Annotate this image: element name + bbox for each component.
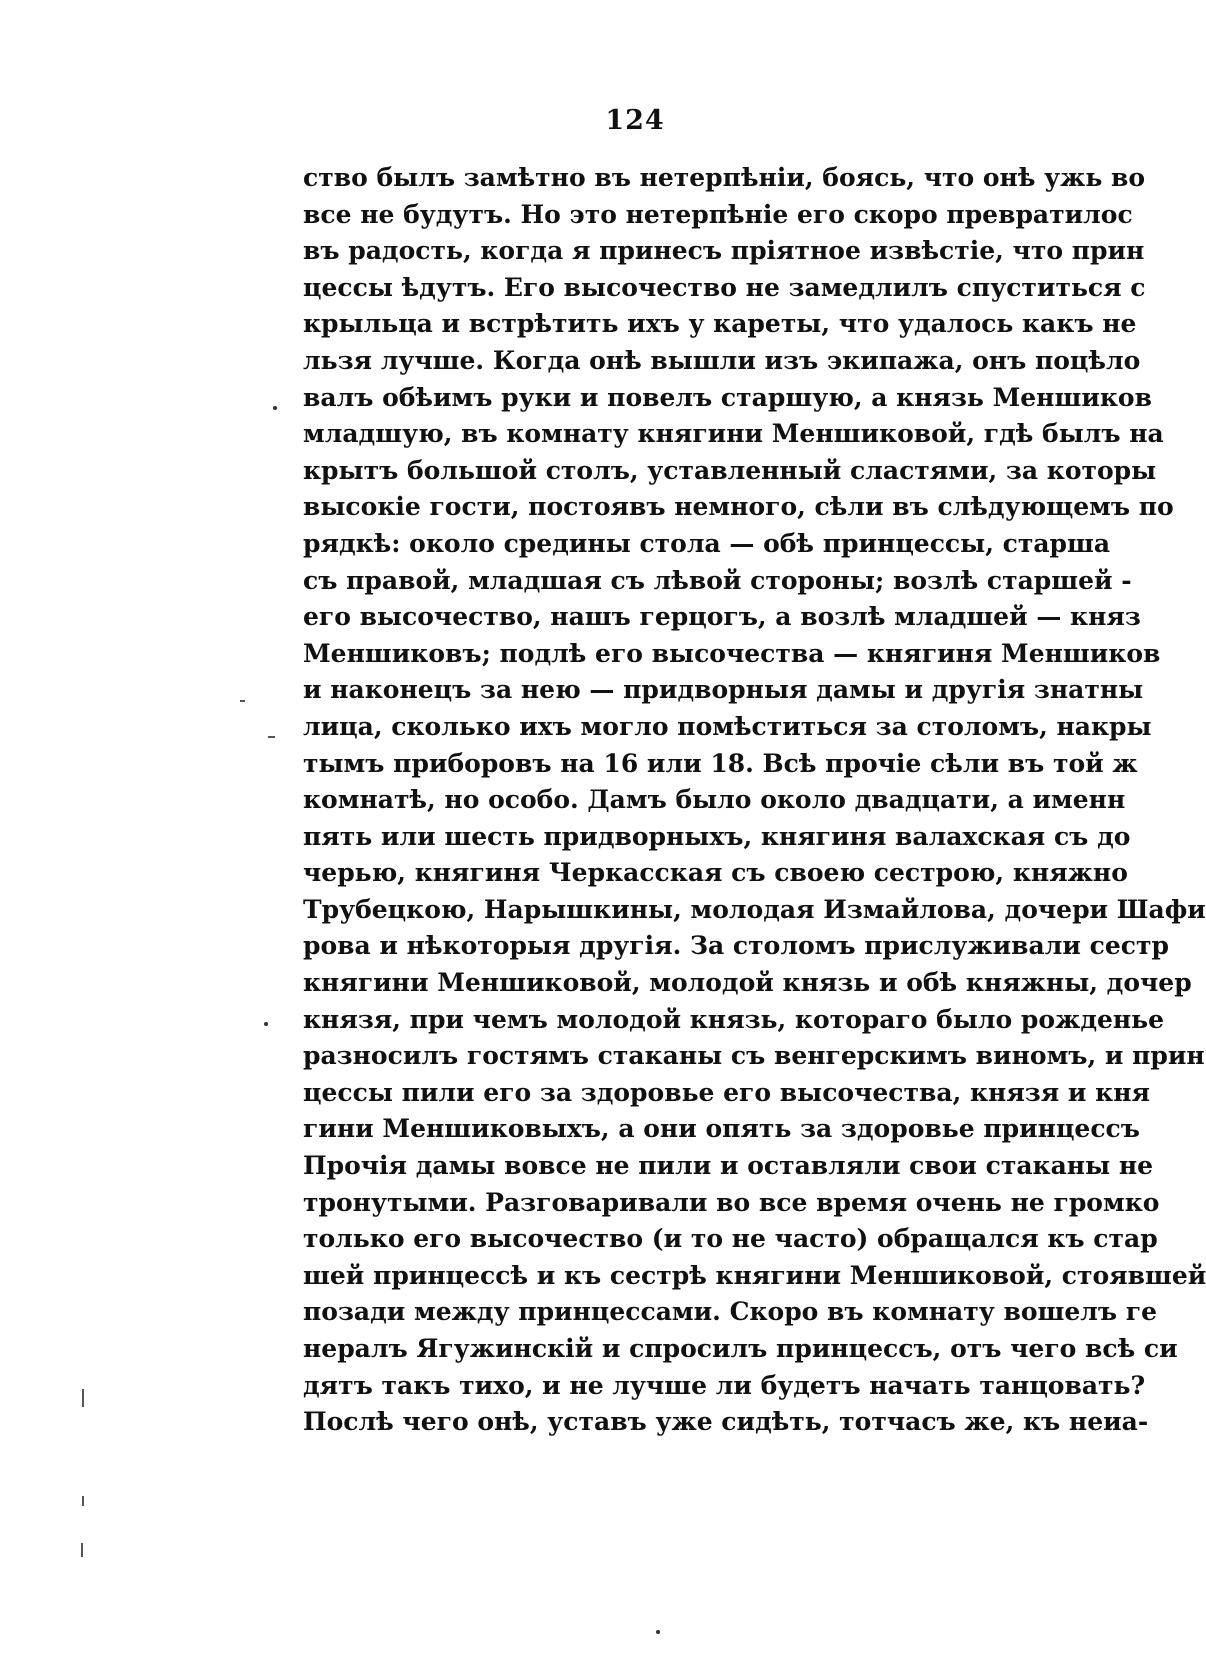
text-line: дятъ такъ тихо, и не лучше ли будетъ начать танцовать? [303,1370,1146,1400]
text-line: ство былъ замѣтно въ нетерпѣніи, боясь, что онѣ ужь во [303,163,1146,192]
text-line: цессы пили его за здоровье его высочества, князя и кня [303,1077,1150,1107]
text-line: лица, сколько ихъ могло помѣститься за столомъ, накры [303,711,1152,741]
text-line: тымъ приборовъ на 16 или 18. Всѣ прочіе сѣли въ той ж [303,748,1138,778]
text-line: крытъ большой столъ, уставленный сластями, за которы [303,455,1157,485]
text-line: Меншиковъ; подлѣ его высочества — княгиня Меншиков [303,638,1161,668]
text-line: комнатѣ, но особо. Дамъ было около двадцати, а именн [303,785,1126,815]
text-line: нералъ Ягужинскій и спросилъ принцессъ, отъ чего всѣ си [303,1334,1178,1363]
text-line: Послѣ чего онѣ, уставъ уже сидѣть, тотчасъ же, къ неиа- [303,1407,1149,1437]
scan-mark [81,1543,83,1557]
text-line: шей принцессѣ и къ сестрѣ княгини Меншиковой, стоявшей [303,1260,1206,1290]
text-line: высокіе гости, постоявъ немного, сѣли въ слѣдующемъ по [303,492,1174,522]
text-line: все не будутъ. Но это нетерпѣніе его скоро превратилос [303,199,1133,229]
text-line: и наконецъ за нею — придворныя дамы и другія знатны [303,675,1144,705]
text-line: въ радость, когда я принесъ пріятное извѣстіе, что прин [303,236,1145,266]
scan-speck [656,1630,660,1634]
text-line: княгини Меншиковой, молодой князь и обѣ княжны, дочер [303,968,1192,998]
text-line: его высочество, нашъ герцогъ, а возлѣ младшей — княз [303,602,1141,632]
text-line: цессы ѣдутъ. Его высочество не замедлилъ спуститься с [303,272,1146,302]
text-line: черью, княгиня Черкасская съ своею сестрою, княжно [303,858,1128,888]
text-line: Прочія дамы вовсе не пили и оставляли свои стаканы не [303,1151,1154,1181]
text-line: съ правой, младшая съ лѣвой стороны; возлѣ старшей - [303,565,1132,595]
scan-mark [240,700,245,702]
text-line: позади между принцессами. Скоро въ комнату вошелъ ге [303,1297,1158,1327]
text-line: валъ обѣимъ руки и повелъ старшую, а князь Меншиков [303,382,1152,412]
text-line: князя, при чемъ молодой князь, котораго было рожденье [303,1004,1165,1034]
text-line: крыльца и встрѣтить ихъ у кареты, что удалось какъ не [303,309,1137,339]
scan-mark [268,736,275,738]
text-line: льзя лучше. Когда онѣ вышли изъ экипажа, онъ поцѣло [303,345,1141,375]
text-line: тронутыми. Разговаривали во все время очень не громко [303,1187,1160,1217]
text-line: только его высочество (и то не часто) обращался къ стар [303,1224,1158,1254]
body-text [303,160,1206,1441]
scan-speck [264,1022,268,1026]
text-line: разносилъ гостямъ стаканы съ венгерскимъ виномъ, и прин [303,1041,1205,1071]
text-line: рядкѣ: около средины стола — обѣ принцессы, старша [303,528,1111,558]
text-line: гини Меншиковыхъ, а они опять за здоровье принцессъ [303,1114,1140,1144]
scan-mark [82,1389,84,1407]
scan-speck [273,406,277,410]
page-number: 124 [605,105,665,136]
text-line: младшую, въ комнату княгини Меншиковой, гдѣ былъ на [303,419,1164,449]
text-line: рова и нѣкоторыя другія. За столомъ прислуживали сестр [303,931,1169,961]
text-line: Трубецкою, Нарышкины, молодая Измайлова, дочери Шафи [303,894,1206,924]
scan-mark [82,1496,84,1506]
text-line: пять или шесть придворныхъ, княгиня валахская съ до [303,821,1131,851]
